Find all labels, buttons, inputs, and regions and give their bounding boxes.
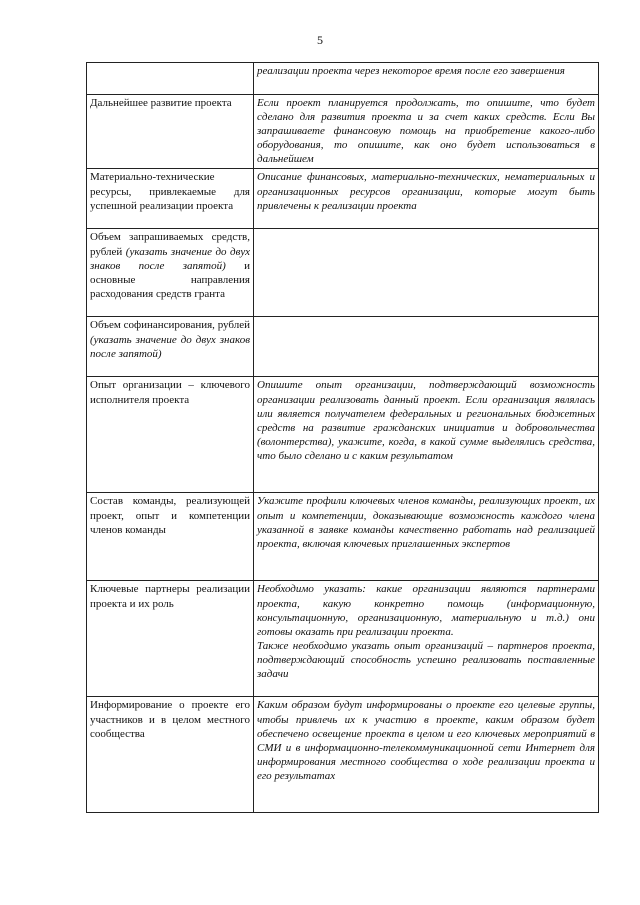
label-note: (указать значение до двух знаков после запятой) (90, 245, 250, 272)
table-row (87, 697, 599, 813)
table-row (87, 493, 599, 581)
row-description: Если проект планируется продолжать, то опишите, что будет сделано для развития проекта и за счет каких средств. Если Вы запрашиваете финансовую помощь на приобретение какого-либо оборудования, то опишите, как оно будет использоваться в дальнейшем (254, 95, 599, 169)
row-description: реализации проекта через некоторое время после его завершения (254, 63, 599, 95)
project-description-table (86, 62, 599, 813)
table-row (87, 581, 599, 697)
row-description: Укажите профили ключевых членов команды, реализующих проект, их опыт и компетенции, доказывающие возможность каждого члена указанной в заявке команды качественно работать над реализацией проекта, включая ключевых приглашенных экспертов (254, 493, 599, 581)
description-paragraph: Необходимо указать: какие организации являются партнерами проекта, какую конкретно помощь (информационную, консультационную, организационную, материальную и т.д.) они готовы оказать при реализации проекта. (257, 583, 595, 638)
row-label: Дальнейшее развитие проекта (87, 95, 254, 169)
table-row (87, 377, 599, 493)
label-text: Объем софинансирования, рублей (90, 319, 250, 332)
row-label (87, 317, 254, 377)
row-label: Ключевые партнеры реализации проекта и их роль (87, 581, 254, 697)
row-label-empty (87, 63, 254, 95)
table-row (87, 229, 599, 317)
row-description-empty (254, 229, 599, 317)
row-label: Информирование о проекте его участников и в целом местного сообщества (87, 697, 254, 813)
page-number: 5 (317, 33, 323, 47)
row-description: Описание финансовых, материально-технических, нематериальных и организационных ресурсов организации, которые могут быть привлечены к реализации проекта (254, 169, 599, 229)
label-note: (указать значение до двух знаков после запятой) (90, 333, 250, 360)
row-label: Материально-технические ресурсы, привлекаемые для успешной реализации проекта (87, 169, 254, 229)
row-label: Опыт организации – ключевого исполнителя проекта (87, 377, 254, 493)
row-description-empty (254, 317, 599, 377)
row-description: Опишите опыт организации, подтверждающий возможность организации реализовать данный проект. Если организация являлась или является получателем федеральных и региональных бюджетных средств на развитие гражданских инициатив и добровольчества (волонтерства), укажите, когда, в какой сумме выделялись средства, что было сделано и с каким результатом (254, 377, 599, 493)
table-row (87, 317, 599, 377)
table-row (87, 63, 599, 95)
description-paragraph-2: Также необходимо указать опыт организаций – партнеров проекта, подтверждающий способность успешно реализовать поставленные задачи (257, 639, 595, 681)
label-text: Объем запрашиваемых средств, рублей (90, 231, 250, 258)
row-description: Каким образом будут информированы о проекте его целевые группы, чтобы привлечь их к участию в проекте, каким образом будет обеспечено освещение проекта в целом и его ключевых мероприятий в СМИ и в информационно-телекоммуникационной сети Интернет для информирования местного сообщества о ходе реализации проекта и его результатах (254, 697, 599, 813)
row-label: Состав команды, реализующей проект, опыт и компетенции членов команды (87, 493, 254, 581)
label-text-end: и основные направления расходования средств гранта (90, 259, 250, 300)
row-description (254, 581, 599, 697)
row-label (87, 229, 254, 317)
table-row (87, 169, 599, 229)
table-row (87, 95, 599, 169)
